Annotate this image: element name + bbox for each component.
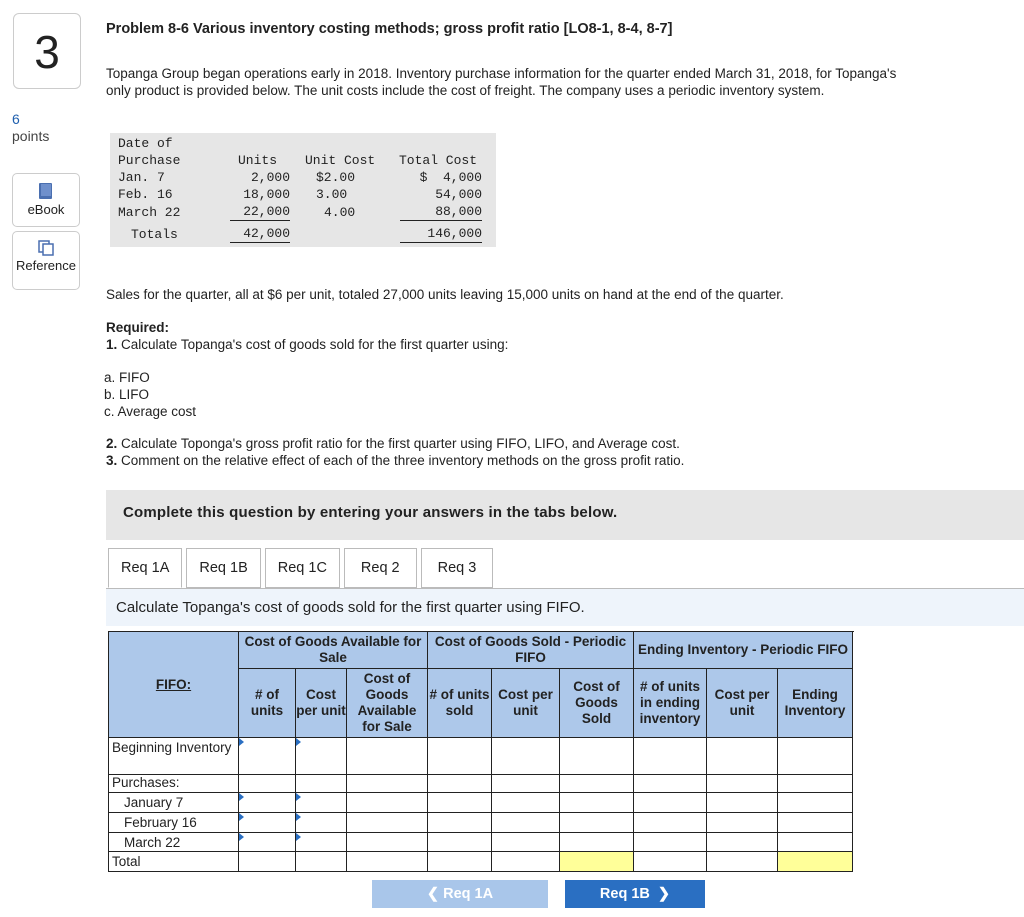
answer-input-cell[interactable] <box>560 793 634 813</box>
row-total-cost: 54,000 <box>435 187 482 202</box>
points-indicator <box>12 111 49 145</box>
answer-input-cell[interactable] <box>707 738 778 775</box>
empty-cell <box>560 775 634 793</box>
column-header: Cost per unit <box>492 669 560 738</box>
answer-input-cell[interactable] <box>492 852 560 872</box>
prev-button[interactable] <box>372 880 548 908</box>
answer-input-cell[interactable] <box>778 833 853 852</box>
item-1-text: Calculate Topanga's cost of goods sold for the first quarter using: <box>121 337 509 352</box>
sub-item-a: a. FIFO <box>104 370 150 385</box>
tab-req-1b[interactable]: Req 1B <box>186 548 260 588</box>
row-date: Jan. 7 <box>118 170 165 185</box>
empty-cell <box>296 775 347 793</box>
row-total-cost: $ 4,000 <box>419 170 482 185</box>
dropdown-marker-icon <box>296 738 301 746</box>
answer-input-cell[interactable] <box>239 813 296 833</box>
item-1-number: 1. <box>106 337 118 352</box>
required-item-2 <box>106 436 680 453</box>
group-header: Cost of Goods Available for Sale <box>239 632 428 669</box>
header-total-cost: Total Cost <box>399 153 478 168</box>
totals-cost: 146,000 <box>400 225 482 243</box>
row-total-cost: 88,000 <box>400 203 482 221</box>
header-units: Units <box>238 153 278 168</box>
required-item-3 <box>106 453 684 470</box>
answer-input-cell[interactable] <box>296 793 347 813</box>
answer-input-cell[interactable] <box>239 833 296 852</box>
purchase-table <box>110 133 496 247</box>
book-icon <box>38 182 54 200</box>
answer-input-cell[interactable] <box>707 852 778 872</box>
sales-text: Sales for the quarter, all at $6 per unit, totaled 27,000 units leaving 15,000 units on hand at the end of the quarter. <box>106 287 784 302</box>
column-header: Cost per unit <box>707 669 778 738</box>
tab-req-1c[interactable]: Req 1C <box>265 548 340 588</box>
row-label-february-16: February 16 <box>109 813 239 833</box>
dropdown-marker-icon <box>239 813 244 821</box>
answer-input-cell[interactable] <box>296 833 347 852</box>
answer-input-cell[interactable] <box>428 852 492 872</box>
reference-label: Reference <box>16 258 76 273</box>
column-header: Cost per unit <box>296 669 347 738</box>
problem-title: Problem 8-6 Various inventory costing methods; gross profit ratio [LO8-1, 8-4, 8-7] <box>106 21 673 37</box>
answer-input-cell[interactable] <box>347 852 428 872</box>
next-label: Req 1B <box>599 886 650 902</box>
empty-cell <box>778 775 853 793</box>
tab-bar <box>108 548 497 588</box>
ebook-label: eBook <box>27 202 65 217</box>
answer-input-cell[interactable] <box>296 813 347 833</box>
column-header: Cost of Goods Sold <box>560 669 634 738</box>
answer-input-cell[interactable] <box>428 813 492 833</box>
totals-units: 42,000 <box>230 225 290 243</box>
dropdown-marker-icon <box>239 738 244 746</box>
answer-input-cell[interactable] <box>296 738 347 775</box>
row-date: Feb. 16 <box>118 187 173 202</box>
answer-input-cell[interactable] <box>634 813 707 833</box>
empty-cell <box>707 775 778 793</box>
dropdown-marker-icon <box>239 793 244 801</box>
tab-instruction <box>106 589 1024 626</box>
tab-req-1a[interactable]: Req 1A <box>108 548 182 588</box>
intro-text: Topanga Group began operations early in 2018. Inventory purchase information for the quarter ended March 31, 2018, for Topanga's only product is provided below. The unit costs include the cost of freight. The company uses a periodic inventory system. <box>106 66 897 98</box>
dropdown-marker-icon <box>239 833 244 841</box>
answer-input-cell[interactable] <box>778 852 853 872</box>
row-units: 22,000 <box>230 203 290 221</box>
answer-input-cell[interactable] <box>239 852 296 872</box>
item-2-number: 2. <box>106 436 118 451</box>
row-label-purchases: Purchases: <box>109 775 239 793</box>
row-units: 18,000 <box>243 187 290 202</box>
points-label: points <box>12 128 50 144</box>
dropdown-marker-icon <box>296 793 301 801</box>
answer-input-cell[interactable] <box>560 833 634 852</box>
answer-input-cell[interactable] <box>560 813 634 833</box>
group-header: Ending Inventory - Periodic FIFO <box>634 632 853 669</box>
row-label-beginning-inventory: Beginning Inventory <box>109 738 239 775</box>
row-label-january-7: January 7 <box>109 793 239 813</box>
answer-input-cell[interactable] <box>634 833 707 852</box>
answer-input-cell[interactable] <box>347 833 428 852</box>
header-unit-cost: Unit Cost <box>305 153 376 168</box>
empty-cell <box>492 775 560 793</box>
answer-input-cell[interactable] <box>492 833 560 852</box>
points-value: 6 <box>12 111 20 127</box>
answer-input-cell[interactable] <box>707 833 778 852</box>
answer-input-cell[interactable] <box>634 738 707 775</box>
answer-input-cell[interactable] <box>347 813 428 833</box>
fifo-label: FIFO: <box>155 676 192 692</box>
answer-input-cell[interactable] <box>492 738 560 775</box>
question-number: 3 <box>13 13 81 89</box>
answer-input-cell[interactable] <box>634 852 707 872</box>
empty-cell <box>347 775 428 793</box>
item-3-text: Comment on the relative effect of each of the three inventory methods on the gross profit ratio. <box>121 453 685 468</box>
empty-cell <box>239 775 296 793</box>
next-button[interactable] <box>565 880 705 908</box>
instruction-text: Calculate Topanga's cost of goods sold for the first quarter using FIFO. <box>116 599 585 616</box>
answer-input-cell[interactable] <box>634 793 707 813</box>
dropdown-marker-icon <box>296 833 301 841</box>
answer-input-cell[interactable] <box>560 738 634 775</box>
dropdown-marker-icon <box>296 813 301 821</box>
sub-item-b: b. LIFO <box>104 387 150 402</box>
reference-button[interactable] <box>12 231 80 290</box>
column-header: # of units <box>239 669 296 738</box>
answer-input-cell[interactable] <box>347 793 428 813</box>
answer-input-cell[interactable] <box>428 833 492 852</box>
answer-input-cell[interactable] <box>428 793 492 813</box>
ebook-button[interactable] <box>12 173 80 227</box>
empty-cell <box>634 775 707 793</box>
item-3-number: 3. <box>106 453 118 468</box>
required-item-1 <box>106 337 508 354</box>
row-unit-cost: 3.00 <box>316 187 348 202</box>
answer-input-cell[interactable] <box>778 738 853 775</box>
answer-input-cell[interactable] <box>347 738 428 775</box>
row-date: March 22 <box>118 205 181 220</box>
answer-input-cell[interactable] <box>239 793 296 813</box>
banner-text: Complete this question by entering your answers in the tabs below. <box>123 504 618 521</box>
answer-input-cell[interactable] <box>239 738 296 775</box>
row-units: 2,000 <box>250 170 290 185</box>
column-header: # of units in ending inventory <box>634 669 707 738</box>
answer-input-cell[interactable] <box>492 813 560 833</box>
item-2-text: Calculate Toponga's gross profit ratio for the first quarter using FIFO, LIFO, and Average cost. <box>121 436 680 451</box>
copy-icon <box>38 240 54 256</box>
answer-input-cell[interactable] <box>778 793 853 813</box>
tab-req-2[interactable]: Req 2 <box>344 548 417 588</box>
row-label-march-22: March 22 <box>109 833 239 852</box>
column-header: Cost of Goods Available for Sale <box>347 669 428 738</box>
tab-req-3[interactable]: Req 3 <box>421 548 494 588</box>
answer-input-cell[interactable] <box>296 852 347 872</box>
answer-input-cell[interactable] <box>707 813 778 833</box>
instructions-banner <box>106 490 1024 540</box>
required-heading: Required: <box>106 320 170 335</box>
chevron-right-icon: ❯ <box>649 886 671 902</box>
answer-input-cell[interactable] <box>778 813 853 833</box>
column-header: Ending Inventory <box>778 669 853 738</box>
fifo-label-cell <box>109 632 239 738</box>
column-header: # of units sold <box>428 669 492 738</box>
row-unit-cost: 4.00 <box>324 205 356 220</box>
header-date: Date of Purchase <box>118 136 181 168</box>
totals-label: Totals <box>131 227 178 242</box>
answer-input-cell[interactable] <box>492 793 560 813</box>
row-unit-cost: $2.00 <box>316 170 356 185</box>
group-header: Cost of Goods Sold - Periodic FIFO <box>428 632 634 669</box>
empty-cell <box>428 775 492 793</box>
prev-label: Req 1A <box>443 886 494 902</box>
answer-input-cell[interactable] <box>560 852 634 872</box>
fifo-answer-table <box>108 631 854 872</box>
sub-item-c: c. Average cost <box>104 404 197 419</box>
answer-input-cell[interactable] <box>707 793 778 813</box>
row-label-total: Total <box>109 852 239 872</box>
chevron-left-icon: ❮ <box>426 886 444 902</box>
answer-input-cell[interactable] <box>428 738 492 775</box>
